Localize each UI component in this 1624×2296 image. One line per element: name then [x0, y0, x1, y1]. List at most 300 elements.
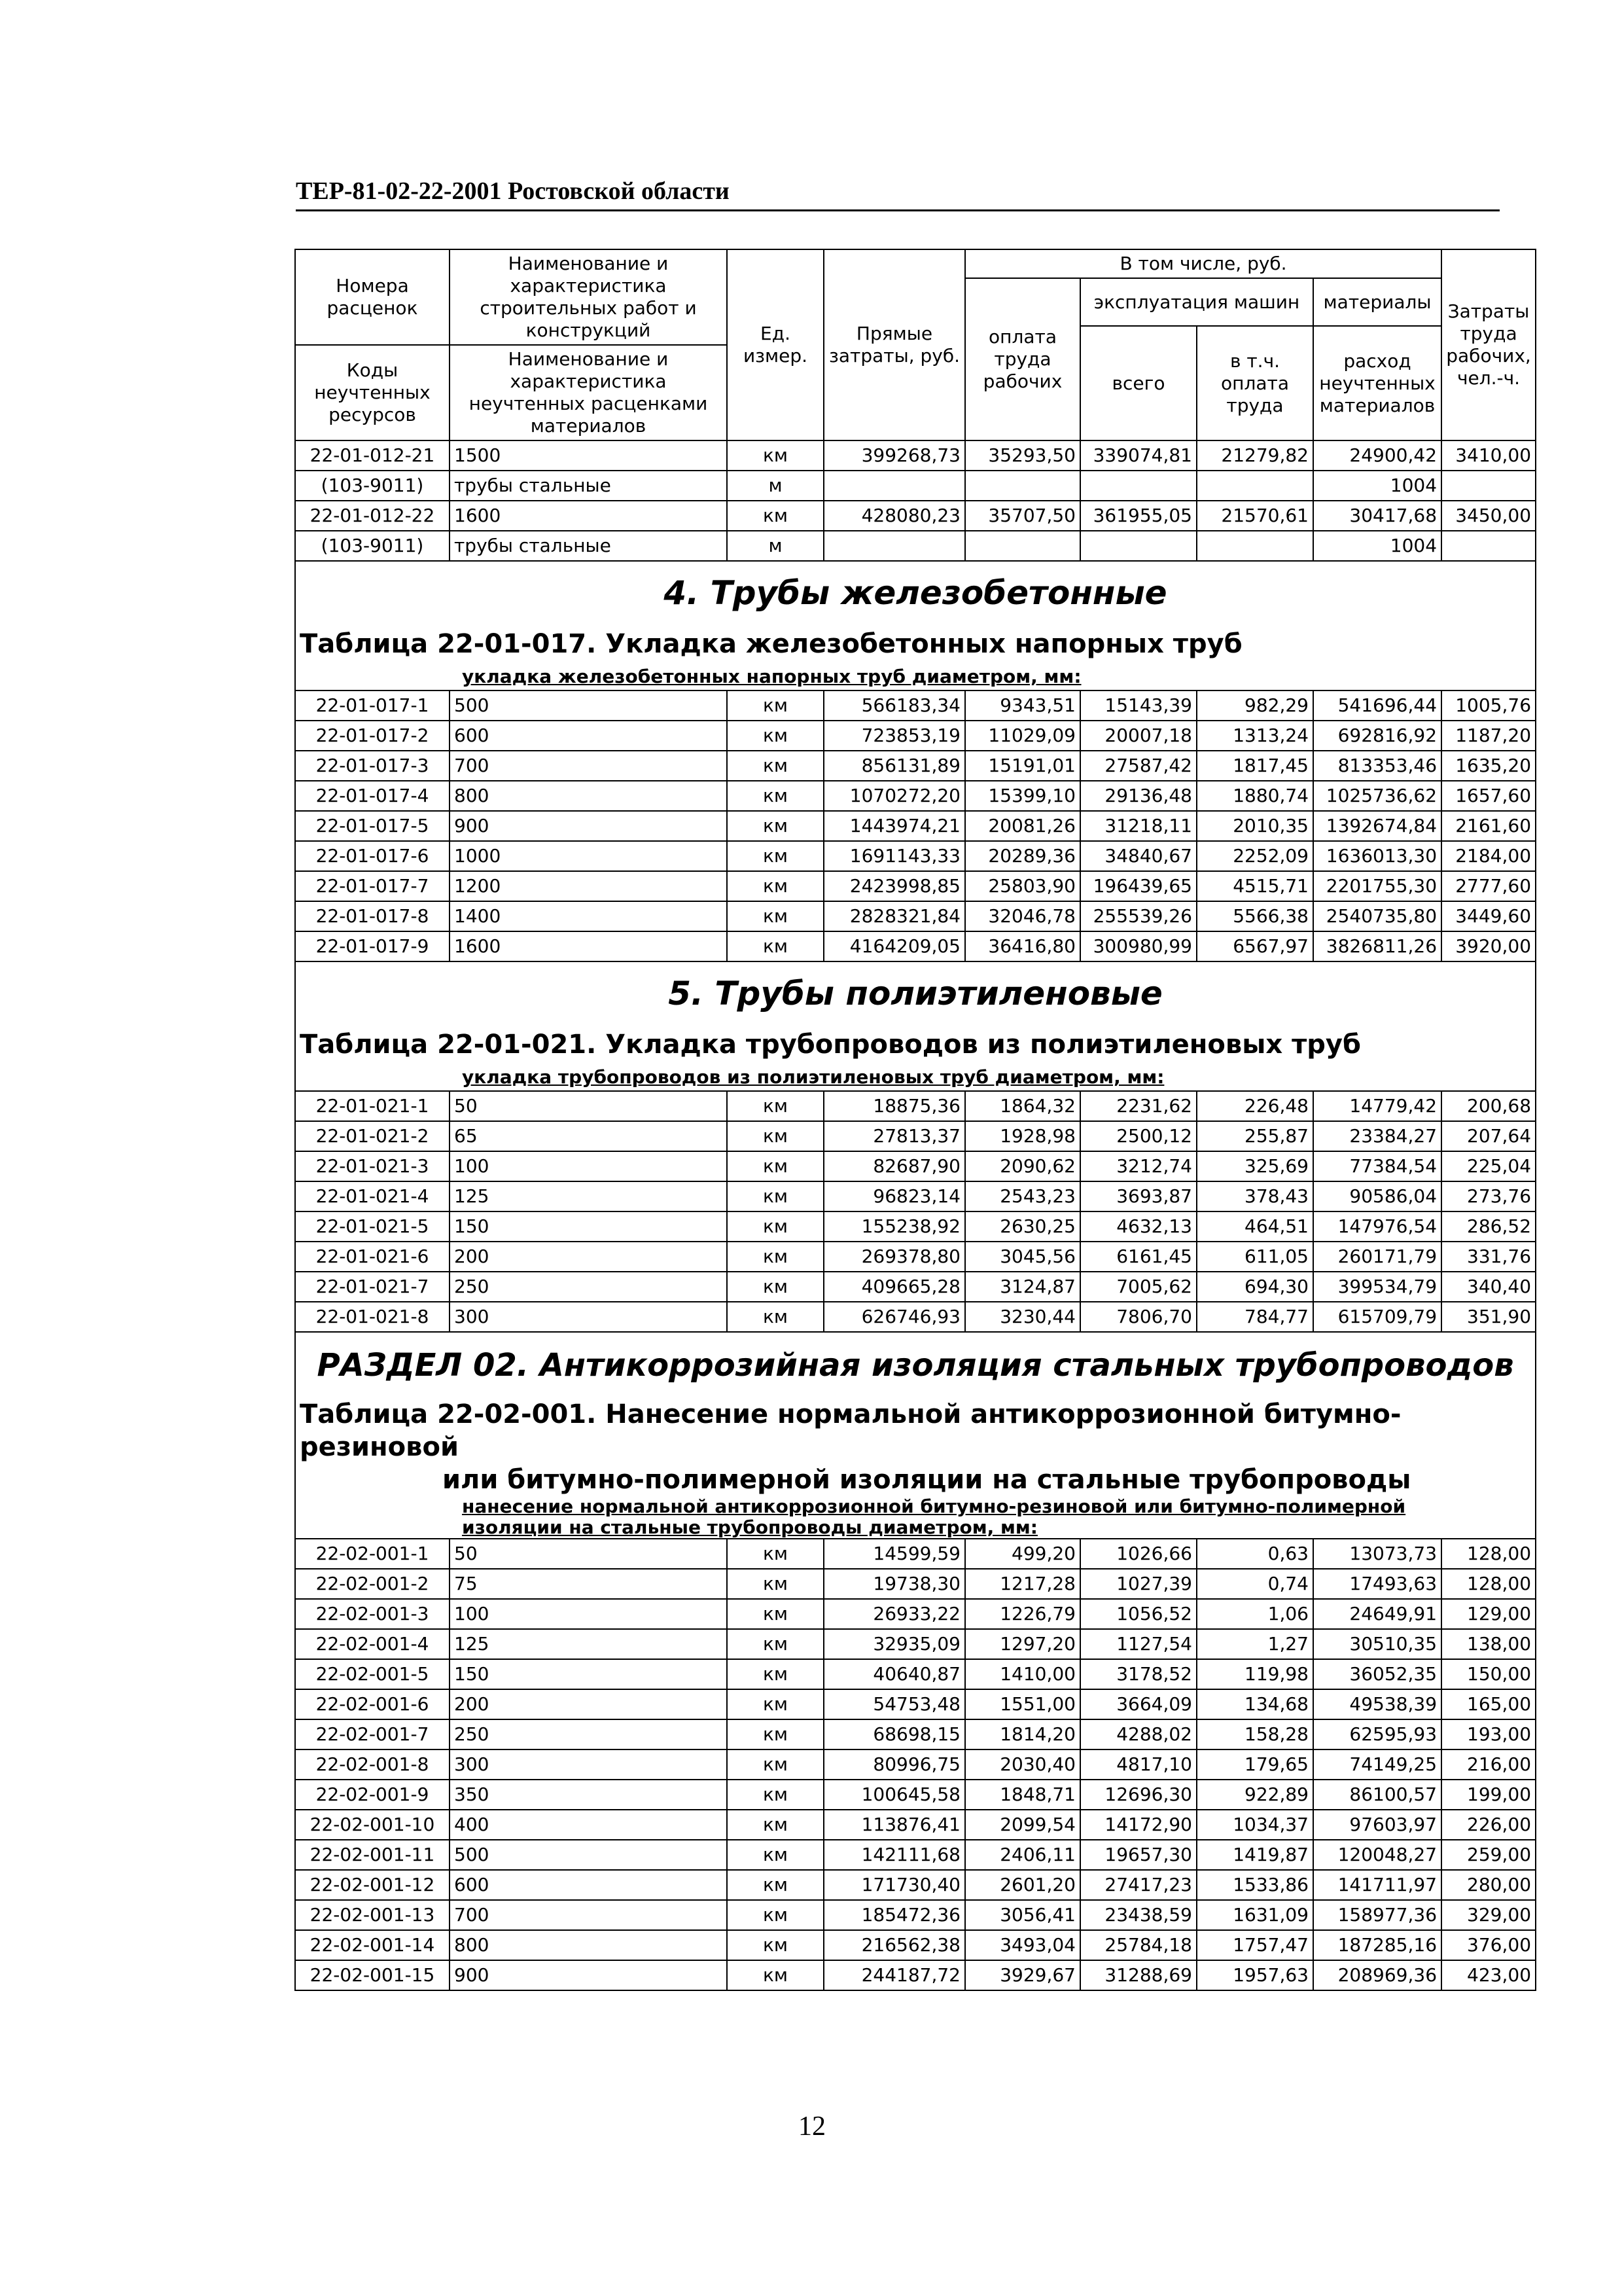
rate-materials: 260171,79 [1313, 1242, 1441, 1272]
rate-machines-labor: 325,69 [1197, 1151, 1313, 1181]
rate-unit: км [727, 1539, 824, 1569]
header-including: В том числе, руб. [965, 249, 1441, 278]
table-prefix: Таблица [300, 1399, 429, 1429]
rate-materials: 2540735,80 [1313, 901, 1441, 931]
rate-code: 22-01-017-6 [295, 841, 450, 871]
rate-code: 22-02-001-8 [295, 1749, 450, 1780]
rate-direct-costs: 2423998,85 [824, 871, 965, 901]
rate-direct-costs: 100645,58 [824, 1780, 965, 1810]
rate-labor-hours: 3449,60 [1441, 901, 1536, 931]
header-machines-total: всего [1080, 326, 1197, 440]
resource-code: (103-9011) [295, 531, 450, 561]
rate-machines-labor: 0,74 [1197, 1569, 1313, 1599]
table-row [295, 1629, 1536, 1659]
rate-labor-pay: 2630,25 [965, 1211, 1080, 1242]
rate-unit: км [727, 1272, 824, 1302]
rate-unit: км [727, 721, 824, 751]
rate-labor-hours: 259,00 [1441, 1840, 1536, 1870]
rate-labor-pay: 1928,98 [965, 1121, 1080, 1151]
table-subtitle-cell [295, 1496, 1536, 1539]
rate-machines-total: 15143,39 [1080, 691, 1197, 721]
rate-machines-labor: 982,29 [1197, 691, 1313, 721]
rate-name: 700 [450, 751, 727, 781]
header-machines: эксплуатация машин [1080, 278, 1313, 326]
rate-labor-hours: 3410,00 [1441, 440, 1536, 471]
table-row [295, 1810, 1536, 1840]
rate-direct-costs: 32935,09 [824, 1629, 965, 1659]
rate-machines-labor: 0,63 [1197, 1539, 1313, 1569]
rate-machines-total: 12696,30 [1080, 1780, 1197, 1810]
rate-labor-pay: 2406,11 [965, 1840, 1080, 1870]
rate-unit: км [727, 1840, 824, 1870]
rate-name: 900 [450, 1960, 727, 1990]
rate-materials: 147976,54 [1313, 1211, 1441, 1242]
table-title-cell [295, 1025, 1536, 1064]
table-row [295, 1272, 1536, 1302]
table-row [295, 1181, 1536, 1211]
empty-cell [965, 471, 1080, 501]
rate-direct-costs: 113876,41 [824, 1810, 965, 1840]
rate-direct-costs: 19738,30 [824, 1569, 965, 1599]
rate-direct-costs: 142111,68 [824, 1840, 965, 1870]
rate-name: 250 [450, 1272, 727, 1302]
rate-machines-total: 1027,39 [1080, 1569, 1197, 1599]
table-row [295, 1780, 1536, 1810]
rate-machines-total: 7806,70 [1080, 1302, 1197, 1332]
rate-code: 22-01-017-4 [295, 781, 450, 811]
rate-labor-pay: 2090,62 [965, 1151, 1080, 1181]
header-direct-costs: Прямые затраты, руб. [824, 249, 965, 440]
rate-name: 125 [450, 1629, 727, 1659]
header-machines-labor: в т.ч. оплата труда [1197, 326, 1313, 440]
rate-materials: 62595,93 [1313, 1719, 1441, 1749]
rate-direct-costs: 80996,75 [824, 1749, 965, 1780]
header-work-name: Наименование и характеристика строительных работ и конструкций [450, 249, 727, 345]
table-prefix: Таблица [300, 629, 429, 659]
rate-code: 22-02-001-13 [295, 1900, 450, 1930]
rate-materials: 49538,39 [1313, 1689, 1441, 1719]
rate-machines-labor: 611,05 [1197, 1242, 1313, 1272]
rate-machines-total: 19657,30 [1080, 1840, 1197, 1870]
rate-labor-pay: 20081,26 [965, 811, 1080, 841]
table-row [295, 1211, 1536, 1242]
rate-unit: км [727, 1810, 824, 1840]
empty-cell [1197, 471, 1313, 501]
rate-machines-total: 27587,42 [1080, 751, 1197, 781]
rate-direct-costs: 18875,36 [824, 1091, 965, 1121]
resource-name: трубы стальные [450, 531, 727, 561]
rate-machines-labor: 2252,09 [1197, 841, 1313, 871]
rate-direct-costs: 40640,87 [824, 1659, 965, 1689]
resource-quantity: 1004 [1313, 531, 1441, 561]
rate-name: 900 [450, 811, 727, 841]
rate-name: 800 [450, 781, 727, 811]
rate-labor-pay: 9343,51 [965, 691, 1080, 721]
rate-machines-labor: 1631,09 [1197, 1900, 1313, 1930]
rate-direct-costs: 856131,89 [824, 751, 965, 781]
rate-direct-costs: 96823,14 [824, 1181, 965, 1211]
rate-name: 500 [450, 1840, 727, 1870]
rate-name: 300 [450, 1302, 727, 1332]
rate-name: 300 [450, 1749, 727, 1780]
rate-machines-labor: 1533,86 [1197, 1870, 1313, 1900]
rate-code: 22-02-001-15 [295, 1960, 450, 1990]
rate-materials: 17493,63 [1313, 1569, 1441, 1599]
empty-cell [1080, 471, 1197, 501]
table-row [295, 781, 1536, 811]
rate-unit: км [727, 1900, 824, 1930]
resource-quantity: 1004 [1313, 471, 1441, 501]
rate-labor-pay: 11029,09 [965, 721, 1080, 751]
rate-machines-labor: 694,30 [1197, 1272, 1313, 1302]
rate-labor-hours: 3920,00 [1441, 931, 1536, 961]
rate-labor-hours: 138,00 [1441, 1629, 1536, 1659]
rate-machines-labor: 784,77 [1197, 1302, 1313, 1332]
rate-unit: км [727, 1599, 824, 1629]
section-title-cell [295, 961, 1536, 1025]
rate-materials: 120048,27 [1313, 1840, 1441, 1870]
rate-name: 600 [450, 1870, 727, 1900]
rate-direct-costs: 185472,36 [824, 1900, 965, 1930]
header-material-names: Наименование и характеристика неучтенных расценками материалов [450, 345, 727, 440]
rate-materials: 2201755,30 [1313, 871, 1441, 901]
section-title: 4. Трубы железобетонные [663, 574, 1167, 612]
rate-code: 22-02-001-11 [295, 1840, 450, 1870]
table-title-cell [295, 624, 1536, 664]
rate-code: 22-01-017-9 [295, 931, 450, 961]
empty-cell [1441, 471, 1536, 501]
rate-code: 22-02-001-12 [295, 1870, 450, 1900]
rate-unit: км [727, 1121, 824, 1151]
table-title: 22-01-017. Укладка железобетонных напорных труб [437, 629, 1243, 659]
rate-name: 1500 [450, 440, 727, 471]
rate-direct-costs: 4164209,05 [824, 931, 965, 961]
rate-labor-hours: 200,68 [1441, 1091, 1536, 1121]
rate-machines-labor: 226,48 [1197, 1091, 1313, 1121]
rate-machines-labor: 119,98 [1197, 1659, 1313, 1689]
rate-labor-hours: 340,40 [1441, 1272, 1536, 1302]
rate-code: 22-01-021-7 [295, 1272, 450, 1302]
rate-machines-total: 3212,74 [1080, 1151, 1197, 1181]
table-subtitle: укладка железобетонных напорных труб диаметром, мм: [462, 666, 1082, 687]
rate-name: 800 [450, 1930, 727, 1960]
rate-materials: 187285,16 [1313, 1930, 1441, 1960]
resource-row [295, 531, 1536, 561]
rate-direct-costs: 1070272,20 [824, 781, 965, 811]
rate-name: 350 [450, 1780, 727, 1810]
resource-row [295, 471, 1536, 501]
rate-direct-costs: 82687,90 [824, 1151, 965, 1181]
rate-materials: 541696,44 [1313, 691, 1441, 721]
rate-machines-labor: 4515,71 [1197, 871, 1313, 901]
table-row [295, 1599, 1536, 1629]
rate-unit: км [727, 1242, 824, 1272]
rate-labor-pay: 3056,41 [965, 1900, 1080, 1930]
rate-labor-hours: 376,00 [1441, 1930, 1536, 1960]
rate-machines-total: 1127,54 [1080, 1629, 1197, 1659]
rate-direct-costs: 626746,93 [824, 1302, 965, 1332]
rate-code: 22-01-017-7 [295, 871, 450, 901]
rate-labor-pay: 35707,50 [965, 501, 1080, 531]
rate-code: 22-02-001-5 [295, 1659, 450, 1689]
rate-materials: 158977,36 [1313, 1900, 1441, 1930]
rate-machines-labor: 179,65 [1197, 1749, 1313, 1780]
rate-machines-total: 3693,87 [1080, 1181, 1197, 1211]
rate-machines-total: 31218,11 [1080, 811, 1197, 841]
rate-machines-labor: 1419,87 [1197, 1840, 1313, 1870]
rate-unit: км [727, 691, 824, 721]
header-resource-codes: Коды неучтенных ресурсов [295, 345, 450, 440]
resource-code: (103-9011) [295, 471, 450, 501]
rate-code: 22-01-017-8 [295, 901, 450, 931]
table-row [295, 1749, 1536, 1780]
rate-unit: км [727, 901, 824, 931]
rate-machines-total: 1026,66 [1080, 1539, 1197, 1569]
rate-direct-costs: 428080,23 [824, 501, 965, 531]
rate-materials: 77384,54 [1313, 1151, 1441, 1181]
rate-machines-total: 361955,05 [1080, 501, 1197, 531]
rate-materials: 1025736,62 [1313, 781, 1441, 811]
rate-labor-hours: 1657,60 [1441, 781, 1536, 811]
rate-materials: 36052,35 [1313, 1659, 1441, 1689]
rate-machines-labor: 464,51 [1197, 1211, 1313, 1242]
rate-machines-total: 300980,99 [1080, 931, 1197, 961]
rate-machines-labor: 1757,47 [1197, 1930, 1313, 1960]
rate-name: 500 [450, 691, 727, 721]
empty-cell [965, 531, 1080, 561]
rate-machines-total: 2500,12 [1080, 1121, 1197, 1151]
rate-direct-costs: 27813,37 [824, 1121, 965, 1151]
rate-name: 250 [450, 1719, 727, 1749]
rate-labor-pay: 2030,40 [965, 1749, 1080, 1780]
rate-name: 700 [450, 1900, 727, 1930]
rate-name: 100 [450, 1151, 727, 1181]
table-row [295, 1302, 1536, 1332]
rate-machines-labor: 1,27 [1197, 1629, 1313, 1659]
rate-machines-labor: 1034,37 [1197, 1810, 1313, 1840]
table-row [295, 691, 1536, 721]
rate-machines-labor: 134,68 [1197, 1689, 1313, 1719]
rate-direct-costs: 2828321,84 [824, 901, 965, 931]
rate-labor-hours: 150,00 [1441, 1659, 1536, 1689]
rate-unit: км [727, 1870, 824, 1900]
rate-machines-total: 255539,26 [1080, 901, 1197, 931]
rate-labor-hours: 1187,20 [1441, 721, 1536, 751]
rate-code: 22-02-001-2 [295, 1569, 450, 1599]
table-row [295, 1900, 1536, 1930]
rate-machines-total: 7005,62 [1080, 1272, 1197, 1302]
rate-machines-total: 6161,45 [1080, 1242, 1197, 1272]
rate-labor-hours: 329,00 [1441, 1900, 1536, 1930]
rate-labor-hours: 128,00 [1441, 1539, 1536, 1569]
table-title-cell [295, 1398, 1536, 1496]
table-title-cont: или битумно-полимерной изоляции на стальные трубопроводы [442, 1465, 1411, 1495]
rate-unit: км [727, 1151, 824, 1181]
rate-unit: км [727, 931, 824, 961]
table-row [295, 1840, 1536, 1870]
table-row [295, 1719, 1536, 1749]
table-row [295, 901, 1536, 931]
rate-code: 22-02-001-14 [295, 1930, 450, 1960]
rate-unit: км [727, 811, 824, 841]
rate-machines-total: 25784,18 [1080, 1930, 1197, 1960]
rate-machines-total: 2231,62 [1080, 1091, 1197, 1121]
rate-labor-hours: 351,90 [1441, 1302, 1536, 1332]
rate-labor-pay: 25803,90 [965, 871, 1080, 901]
rate-machines-labor: 21279,82 [1197, 440, 1313, 471]
section-title-cell [295, 1332, 1536, 1398]
rate-materials: 86100,57 [1313, 1780, 1441, 1810]
rate-labor-hours: 286,52 [1441, 1211, 1536, 1242]
rate-materials: 692816,92 [1313, 721, 1441, 751]
rate-machines-total: 3664,09 [1080, 1689, 1197, 1719]
rate-name: 125 [450, 1181, 727, 1211]
rate-name: 100 [450, 1599, 727, 1629]
rate-labor-pay: 3045,56 [965, 1242, 1080, 1272]
rate-code: 22-01-021-6 [295, 1242, 450, 1272]
rate-machines-labor: 1880,74 [1197, 781, 1313, 811]
rate-code: 22-01-017-5 [295, 811, 450, 841]
rate-name: 1000 [450, 841, 727, 871]
rate-name: 150 [450, 1211, 727, 1242]
rate-name: 200 [450, 1689, 727, 1719]
section-title: РАЗДЕЛ 02. Антикоррозийная изоляция стальных трубопроводов [317, 1347, 1514, 1384]
rate-code: 22-02-001-10 [295, 1810, 450, 1840]
rate-machines-total: 1056,52 [1080, 1599, 1197, 1629]
rate-labor-pay: 499,20 [965, 1539, 1080, 1569]
rate-unit: км [727, 1629, 824, 1659]
rate-materials: 24649,91 [1313, 1599, 1441, 1629]
table-row [295, 1242, 1536, 1272]
table-row [295, 841, 1536, 871]
rate-unit: км [727, 751, 824, 781]
table-row [295, 440, 1536, 471]
rate-materials: 23384,27 [1313, 1121, 1441, 1151]
rate-machines-labor: 1,06 [1197, 1599, 1313, 1629]
rate-unit: км [727, 1930, 824, 1960]
rate-machines-total: 196439,65 [1080, 871, 1197, 901]
rate-unit: км [727, 1659, 824, 1689]
rate-materials: 1636013,30 [1313, 841, 1441, 871]
rate-labor-pay: 15399,10 [965, 781, 1080, 811]
rate-machines-total: 4288,02 [1080, 1719, 1197, 1749]
rate-name: 150 [450, 1659, 727, 1689]
rate-unit: км [727, 1302, 824, 1332]
section-title-cell [295, 561, 1536, 624]
rate-unit: км [727, 1569, 824, 1599]
rate-labor-hours: 2184,00 [1441, 841, 1536, 871]
rate-machines-total: 20007,18 [1080, 721, 1197, 751]
table-row [295, 1151, 1536, 1181]
table-subtitle: укладка трубопроводов из полиэтиленовых труб диаметром, мм: [462, 1066, 1165, 1088]
rate-direct-costs: 155238,92 [824, 1211, 965, 1242]
rate-direct-costs: 566183,34 [824, 691, 965, 721]
rate-direct-costs: 399268,73 [824, 440, 965, 471]
rate-name: 75 [450, 1569, 727, 1599]
rate-code: 22-01-012-22 [295, 501, 450, 531]
rate-labor-hours: 423,00 [1441, 1960, 1536, 1990]
rate-name: 400 [450, 1810, 727, 1840]
rate-materials: 30510,35 [1313, 1629, 1441, 1659]
rate-labor-pay: 35293,50 [965, 440, 1080, 471]
rate-labor-pay: 2601,20 [965, 1870, 1080, 1900]
section-title: 5. Трубы полиэтиленовые [668, 975, 1163, 1013]
rate-name: 1600 [450, 931, 727, 961]
rate-name: 50 [450, 1091, 727, 1121]
rate-materials: 97603,97 [1313, 1810, 1441, 1840]
table-row [295, 1569, 1536, 1599]
rate-labor-hours: 165,00 [1441, 1689, 1536, 1719]
rate-machines-labor: 5566,38 [1197, 901, 1313, 931]
rate-labor-hours: 193,00 [1441, 1719, 1536, 1749]
rate-labor-hours: 216,00 [1441, 1749, 1536, 1780]
rate-labor-pay: 20289,36 [965, 841, 1080, 871]
rate-labor-pay: 15191,01 [965, 751, 1080, 781]
rate-unit: км [727, 1181, 824, 1211]
table-row [295, 1091, 1536, 1121]
rate-materials: 14779,42 [1313, 1091, 1441, 1121]
rate-machines-total: 339074,81 [1080, 440, 1197, 471]
rate-labor-hours: 331,76 [1441, 1242, 1536, 1272]
rate-machines-labor: 1313,24 [1197, 721, 1313, 751]
rate-labor-pay: 1217,28 [965, 1569, 1080, 1599]
rate-machines-labor: 1957,63 [1197, 1960, 1313, 1990]
rate-labor-pay: 3230,44 [965, 1302, 1080, 1332]
rate-labor-pay: 1848,71 [965, 1780, 1080, 1810]
table-prefix: Таблица [300, 1030, 429, 1060]
table-subtitle-cont: изоляции на стальные трубопроводы диаметром, мм: [462, 1516, 1038, 1538]
rate-labor-pay: 3493,04 [965, 1930, 1080, 1960]
rate-machines-labor: 378,43 [1197, 1181, 1313, 1211]
rate-materials: 1392674,84 [1313, 811, 1441, 841]
rate-code: 22-01-021-1 [295, 1091, 450, 1121]
rate-labor-hours: 280,00 [1441, 1870, 1536, 1900]
rate-direct-costs: 269378,80 [824, 1242, 965, 1272]
table-title: 22-01-021. Укладка трубопроводов из полиэтиленовых труб [437, 1030, 1361, 1060]
rate-unit: км [727, 841, 824, 871]
table-row [295, 811, 1536, 841]
rate-unit: км [727, 1091, 824, 1121]
rate-machines-total: 4632,13 [1080, 1211, 1197, 1242]
empty-cell [1080, 531, 1197, 561]
rate-materials: 90586,04 [1313, 1181, 1441, 1211]
rate-unit: км [727, 871, 824, 901]
rate-machines-total: 4817,10 [1080, 1749, 1197, 1780]
page-header-title: ТЕР-81-02-22-2001 Ростовской области [296, 177, 1500, 211]
table-row [295, 721, 1536, 751]
rate-code: 22-01-021-2 [295, 1121, 450, 1151]
rate-unit: км [727, 1211, 824, 1242]
rate-machines-total: 29136,48 [1080, 781, 1197, 811]
rate-name: 1200 [450, 871, 727, 901]
rate-machines-labor: 2010,35 [1197, 811, 1313, 841]
rate-name: 600 [450, 721, 727, 751]
rate-code: 22-01-021-4 [295, 1181, 450, 1211]
page-number: 12 [798, 2111, 826, 2142]
rate-materials: 74149,25 [1313, 1749, 1441, 1780]
rate-labor-hours: 1635,20 [1441, 751, 1536, 781]
rate-direct-costs: 54753,48 [824, 1689, 965, 1719]
empty-cell [824, 531, 965, 561]
rate-materials: 13073,73 [1313, 1539, 1441, 1569]
rate-machines-labor: 922,89 [1197, 1780, 1313, 1810]
rate-name: 1400 [450, 901, 727, 931]
table-row [295, 1659, 1536, 1689]
empty-cell [1441, 531, 1536, 561]
rates-table [294, 249, 1535, 1991]
rate-machines-labor: 21570,61 [1197, 501, 1313, 531]
rate-name: 50 [450, 1539, 727, 1569]
